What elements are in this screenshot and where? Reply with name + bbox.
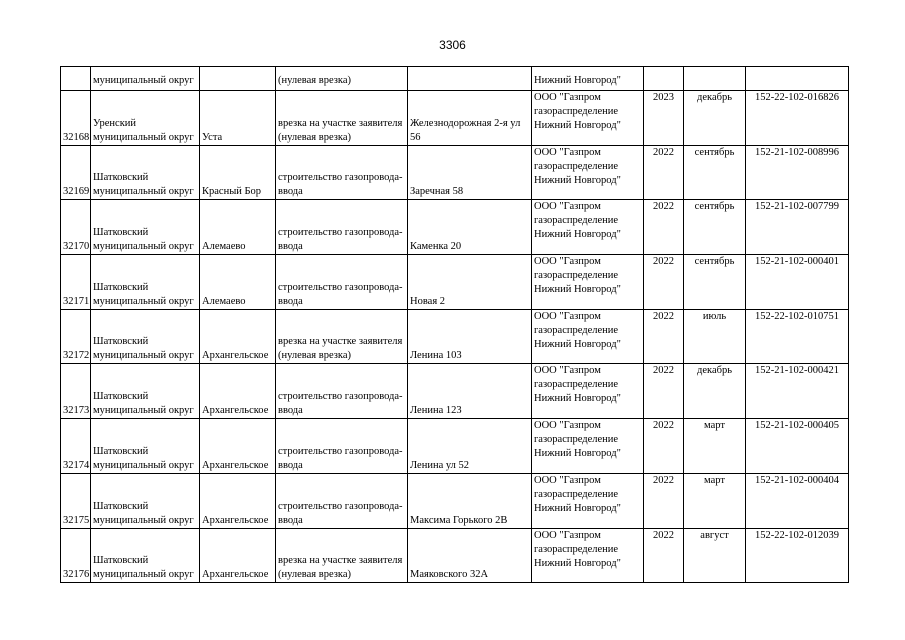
district-line: муниципальный округ bbox=[93, 295, 194, 307]
district-line: Шатковский bbox=[93, 445, 149, 457]
row-number: 32176 bbox=[61, 528, 91, 583]
work-line: ввода bbox=[278, 186, 303, 198]
address-line: Маяковского 32А bbox=[410, 569, 489, 581]
address-line: Железнодорожная 2-я ул bbox=[410, 117, 521, 129]
org-cell: Нижний Новгород" bbox=[532, 67, 644, 91]
table-row bbox=[61, 145, 849, 200]
org-line: Нижний Новгород" bbox=[534, 120, 621, 131]
village-cell: Архангельское bbox=[200, 364, 276, 419]
work-type-cell bbox=[276, 473, 408, 528]
work-line: ввода bbox=[278, 241, 303, 253]
work-type-cell bbox=[276, 145, 408, 200]
district-line: муниципальный округ bbox=[93, 405, 194, 417]
row-number: 32171 bbox=[61, 255, 91, 310]
month-cell: июль bbox=[684, 309, 746, 364]
org-line: Нижний Новгород" bbox=[534, 502, 621, 514]
work-line: (нулевая врезка) bbox=[278, 350, 351, 362]
address-cell bbox=[408, 67, 532, 91]
month-cell: декабрь bbox=[684, 364, 746, 419]
code-cell bbox=[746, 67, 849, 91]
month-cell: март bbox=[684, 473, 746, 528]
year-cell: 2022 bbox=[644, 200, 684, 255]
organization-cell bbox=[532, 364, 644, 419]
year-cell: 2022 bbox=[644, 309, 684, 364]
org-line: газораспределение bbox=[534, 215, 619, 227]
address-cell bbox=[408, 91, 532, 146]
district-line: муниципальный округ bbox=[93, 569, 194, 581]
organization-cell bbox=[532, 309, 644, 364]
address-cell bbox=[408, 145, 532, 200]
address-line: Ленина 123 bbox=[410, 405, 462, 417]
address-line bbox=[410, 335, 529, 349]
work-line: строительство газопровода- bbox=[278, 227, 403, 239]
district-line: Шатковский bbox=[93, 281, 149, 293]
address-line: Новая 2 bbox=[410, 295, 446, 307]
org-line: газораспределение bbox=[534, 379, 619, 391]
contract-code-cell: 152-21-102-000404 bbox=[746, 473, 849, 528]
work-line: строительство газопровода- bbox=[278, 281, 403, 293]
year-cell: 2023 bbox=[644, 91, 684, 146]
contract-code-cell: 152-21-102-000401 bbox=[746, 255, 849, 310]
org-line: Нижний Новгород" bbox=[534, 557, 621, 569]
row-number: 32169 bbox=[61, 145, 91, 200]
org-line: ООО "Газпром bbox=[534, 474, 601, 486]
year-cell: 2022 bbox=[644, 419, 684, 474]
work-type-cell bbox=[276, 364, 408, 419]
district-cell bbox=[91, 364, 200, 419]
district-cell bbox=[91, 255, 200, 310]
org-line: газораспределение bbox=[534, 324, 619, 336]
address-cell bbox=[408, 200, 532, 255]
org-line: ООО "Газпром bbox=[534, 529, 601, 541]
district-cell bbox=[91, 419, 200, 474]
contract-code-cell: 152-22-102-016826 bbox=[746, 91, 849, 146]
year-cell: 2022 bbox=[644, 528, 684, 583]
org-line: газораспределение bbox=[534, 106, 619, 117]
month-cell bbox=[684, 67, 746, 91]
village-cell: Алемаево bbox=[200, 200, 276, 255]
month-cell: декабрь bbox=[684, 91, 746, 146]
district-cell bbox=[91, 309, 200, 364]
work-type-cell bbox=[276, 200, 408, 255]
organization-cell bbox=[532, 200, 644, 255]
work-type-cell bbox=[276, 528, 408, 583]
continued-row-fragment bbox=[61, 67, 849, 91]
org-line: ООО "Газпром bbox=[534, 310, 601, 322]
year-cell: 2022 bbox=[644, 473, 684, 528]
month-cell: сентябрь bbox=[684, 145, 746, 200]
address-line bbox=[410, 554, 529, 568]
table-row bbox=[61, 91, 849, 146]
year-cell: 2022 bbox=[644, 364, 684, 419]
table-row bbox=[61, 419, 849, 474]
row-number: 32174 bbox=[61, 419, 91, 474]
row-number: 32175 bbox=[61, 473, 91, 528]
table-row bbox=[61, 473, 849, 528]
org-line: газораспределение bbox=[534, 270, 619, 282]
org-line: ООО "Газпром bbox=[534, 420, 601, 432]
table-row bbox=[61, 528, 849, 583]
address-cell bbox=[408, 473, 532, 528]
organization-cell bbox=[532, 255, 644, 310]
address-cell bbox=[408, 364, 532, 419]
district-cell bbox=[91, 200, 200, 255]
district-line: Шатковский bbox=[93, 227, 149, 239]
district-line: Уренский bbox=[93, 117, 137, 129]
num-cell bbox=[61, 67, 91, 91]
work-line: ввода bbox=[278, 295, 303, 307]
address-cell bbox=[408, 309, 532, 364]
organization-cell bbox=[532, 528, 644, 583]
address-line: 56 bbox=[410, 131, 421, 143]
work-type-cell bbox=[276, 419, 408, 474]
month-cell: сентябрь bbox=[684, 255, 746, 310]
month-cell: август bbox=[684, 528, 746, 583]
org-line: Нижний Новгород" bbox=[534, 229, 621, 241]
contract-code-cell: 152-21-102-007799 bbox=[746, 200, 849, 255]
work-type-cell bbox=[276, 255, 408, 310]
org-line: ООО "Газпром bbox=[534, 365, 601, 377]
address-line: Ленина ул 52 bbox=[410, 459, 470, 471]
address-line bbox=[410, 281, 529, 295]
year-cell: 2022 bbox=[644, 145, 684, 200]
org-line: Нижний Новгород" bbox=[534, 174, 621, 186]
org-line: газораспределение bbox=[534, 543, 619, 555]
organization-cell bbox=[532, 91, 644, 146]
address-line: Каменка 20 bbox=[410, 241, 462, 253]
contract-code-cell: 152-21-102-000421 bbox=[746, 364, 849, 419]
district-line: муниципальный округ bbox=[93, 131, 194, 143]
month-cell: март bbox=[684, 419, 746, 474]
work-line: строительство газопровода- bbox=[278, 172, 403, 184]
district-line: Шатковский bbox=[93, 172, 149, 184]
row-number: 32170 bbox=[61, 200, 91, 255]
district-cell bbox=[91, 528, 200, 583]
org-line: газораспределение bbox=[534, 488, 619, 500]
organization-cell bbox=[532, 145, 644, 200]
address-line bbox=[410, 390, 529, 404]
org-line: ООО "Газпром bbox=[534, 146, 601, 158]
table-row bbox=[61, 309, 849, 364]
work-type-cell bbox=[276, 91, 408, 146]
address-line bbox=[410, 500, 529, 514]
org-line: газораспределение bbox=[534, 434, 619, 446]
table-row bbox=[61, 200, 849, 255]
address-line: Максима Горького 2В bbox=[410, 514, 508, 526]
org-line: Нижний Новгород" bbox=[534, 284, 621, 296]
table-row bbox=[61, 255, 849, 310]
address-line bbox=[410, 445, 529, 459]
page-number: 3306 bbox=[439, 38, 466, 52]
work-cell: (нулевая врезка) bbox=[276, 67, 408, 91]
district-line: муниципальный округ bbox=[93, 186, 194, 198]
district-line: Шатковский bbox=[93, 336, 149, 348]
work-line: (нулевая врезка) bbox=[278, 131, 351, 143]
work-type-cell bbox=[276, 309, 408, 364]
district-line: муниципальный округ bbox=[93, 459, 194, 471]
month-cell: сентябрь bbox=[684, 200, 746, 255]
row-number: 32173 bbox=[61, 364, 91, 419]
district-line: муниципальный округ bbox=[93, 514, 194, 526]
work-line: врезка на участке заявителя bbox=[278, 336, 403, 348]
org-line: Нижний Новгород" bbox=[534, 338, 621, 350]
district-line: муниципальный округ bbox=[93, 241, 194, 253]
address-line bbox=[410, 226, 529, 240]
district-cell bbox=[91, 473, 200, 528]
village-cell: Архангельское bbox=[200, 419, 276, 474]
work-line: строительство газопровода- bbox=[278, 391, 403, 403]
contract-code-cell: 152-22-102-012039 bbox=[746, 528, 849, 583]
district-line: Шатковский bbox=[93, 391, 149, 403]
district-line: муниципальный округ bbox=[93, 350, 194, 362]
district-cell bbox=[91, 145, 200, 200]
address-line: Ленина 103 bbox=[410, 350, 462, 362]
work-line: (нулевая врезка) bbox=[278, 569, 351, 581]
contract-code-cell: 152-22-102-010751 bbox=[746, 309, 849, 364]
work-line: врезка на участке заявителя bbox=[278, 555, 403, 567]
year-cell bbox=[644, 67, 684, 91]
village-cell: Алемаево bbox=[200, 255, 276, 310]
row-number: 32168 bbox=[61, 91, 91, 146]
work-line: строительство газопровода- bbox=[278, 500, 403, 512]
village-cell: Архангельское bbox=[200, 309, 276, 364]
year-cell: 2022 bbox=[644, 255, 684, 310]
address-cell bbox=[408, 419, 532, 474]
table-row bbox=[61, 364, 849, 419]
district-cell: муниципальный округ bbox=[91, 67, 200, 91]
district-cell bbox=[91, 91, 200, 146]
row-number: 32172 bbox=[61, 309, 91, 364]
contract-code-cell: 152-21-102-008996 bbox=[746, 145, 849, 200]
work-line: врезка на участке заявителя bbox=[278, 117, 403, 129]
org-line: ООО "Газпром bbox=[534, 201, 601, 213]
gas-connections-table bbox=[60, 66, 849, 583]
village-cell: Уста bbox=[200, 91, 276, 146]
work-line: ввода bbox=[278, 514, 303, 526]
district-line: Шатковский bbox=[93, 555, 149, 567]
address-cell bbox=[408, 255, 532, 310]
contract-code-cell: 152-21-102-000405 bbox=[746, 419, 849, 474]
village-cell: Архангельское bbox=[200, 528, 276, 583]
org-line: Нижний Новгород" bbox=[534, 448, 621, 460]
work-line: строительство газопровода- bbox=[278, 445, 403, 457]
org-line: Нижний Новгород" bbox=[534, 393, 621, 405]
address-line: Заречная 58 bbox=[410, 186, 464, 198]
address-cell bbox=[408, 528, 532, 583]
org-line: ООО "Газпром bbox=[534, 92, 601, 103]
org-line: газораспределение bbox=[534, 160, 619, 172]
address-line bbox=[410, 171, 529, 185]
work-line: ввода bbox=[278, 405, 303, 417]
village-cell: Архангельское bbox=[200, 473, 276, 528]
village-cell: Красный Бор bbox=[200, 145, 276, 200]
org-line: ООО "Газпром bbox=[534, 256, 601, 268]
district-line: Шатковский bbox=[93, 500, 149, 512]
table-body bbox=[61, 67, 849, 583]
organization-cell bbox=[532, 473, 644, 528]
work-line: ввода bbox=[278, 459, 303, 471]
village-cell bbox=[200, 67, 276, 91]
organization-cell bbox=[532, 419, 644, 474]
